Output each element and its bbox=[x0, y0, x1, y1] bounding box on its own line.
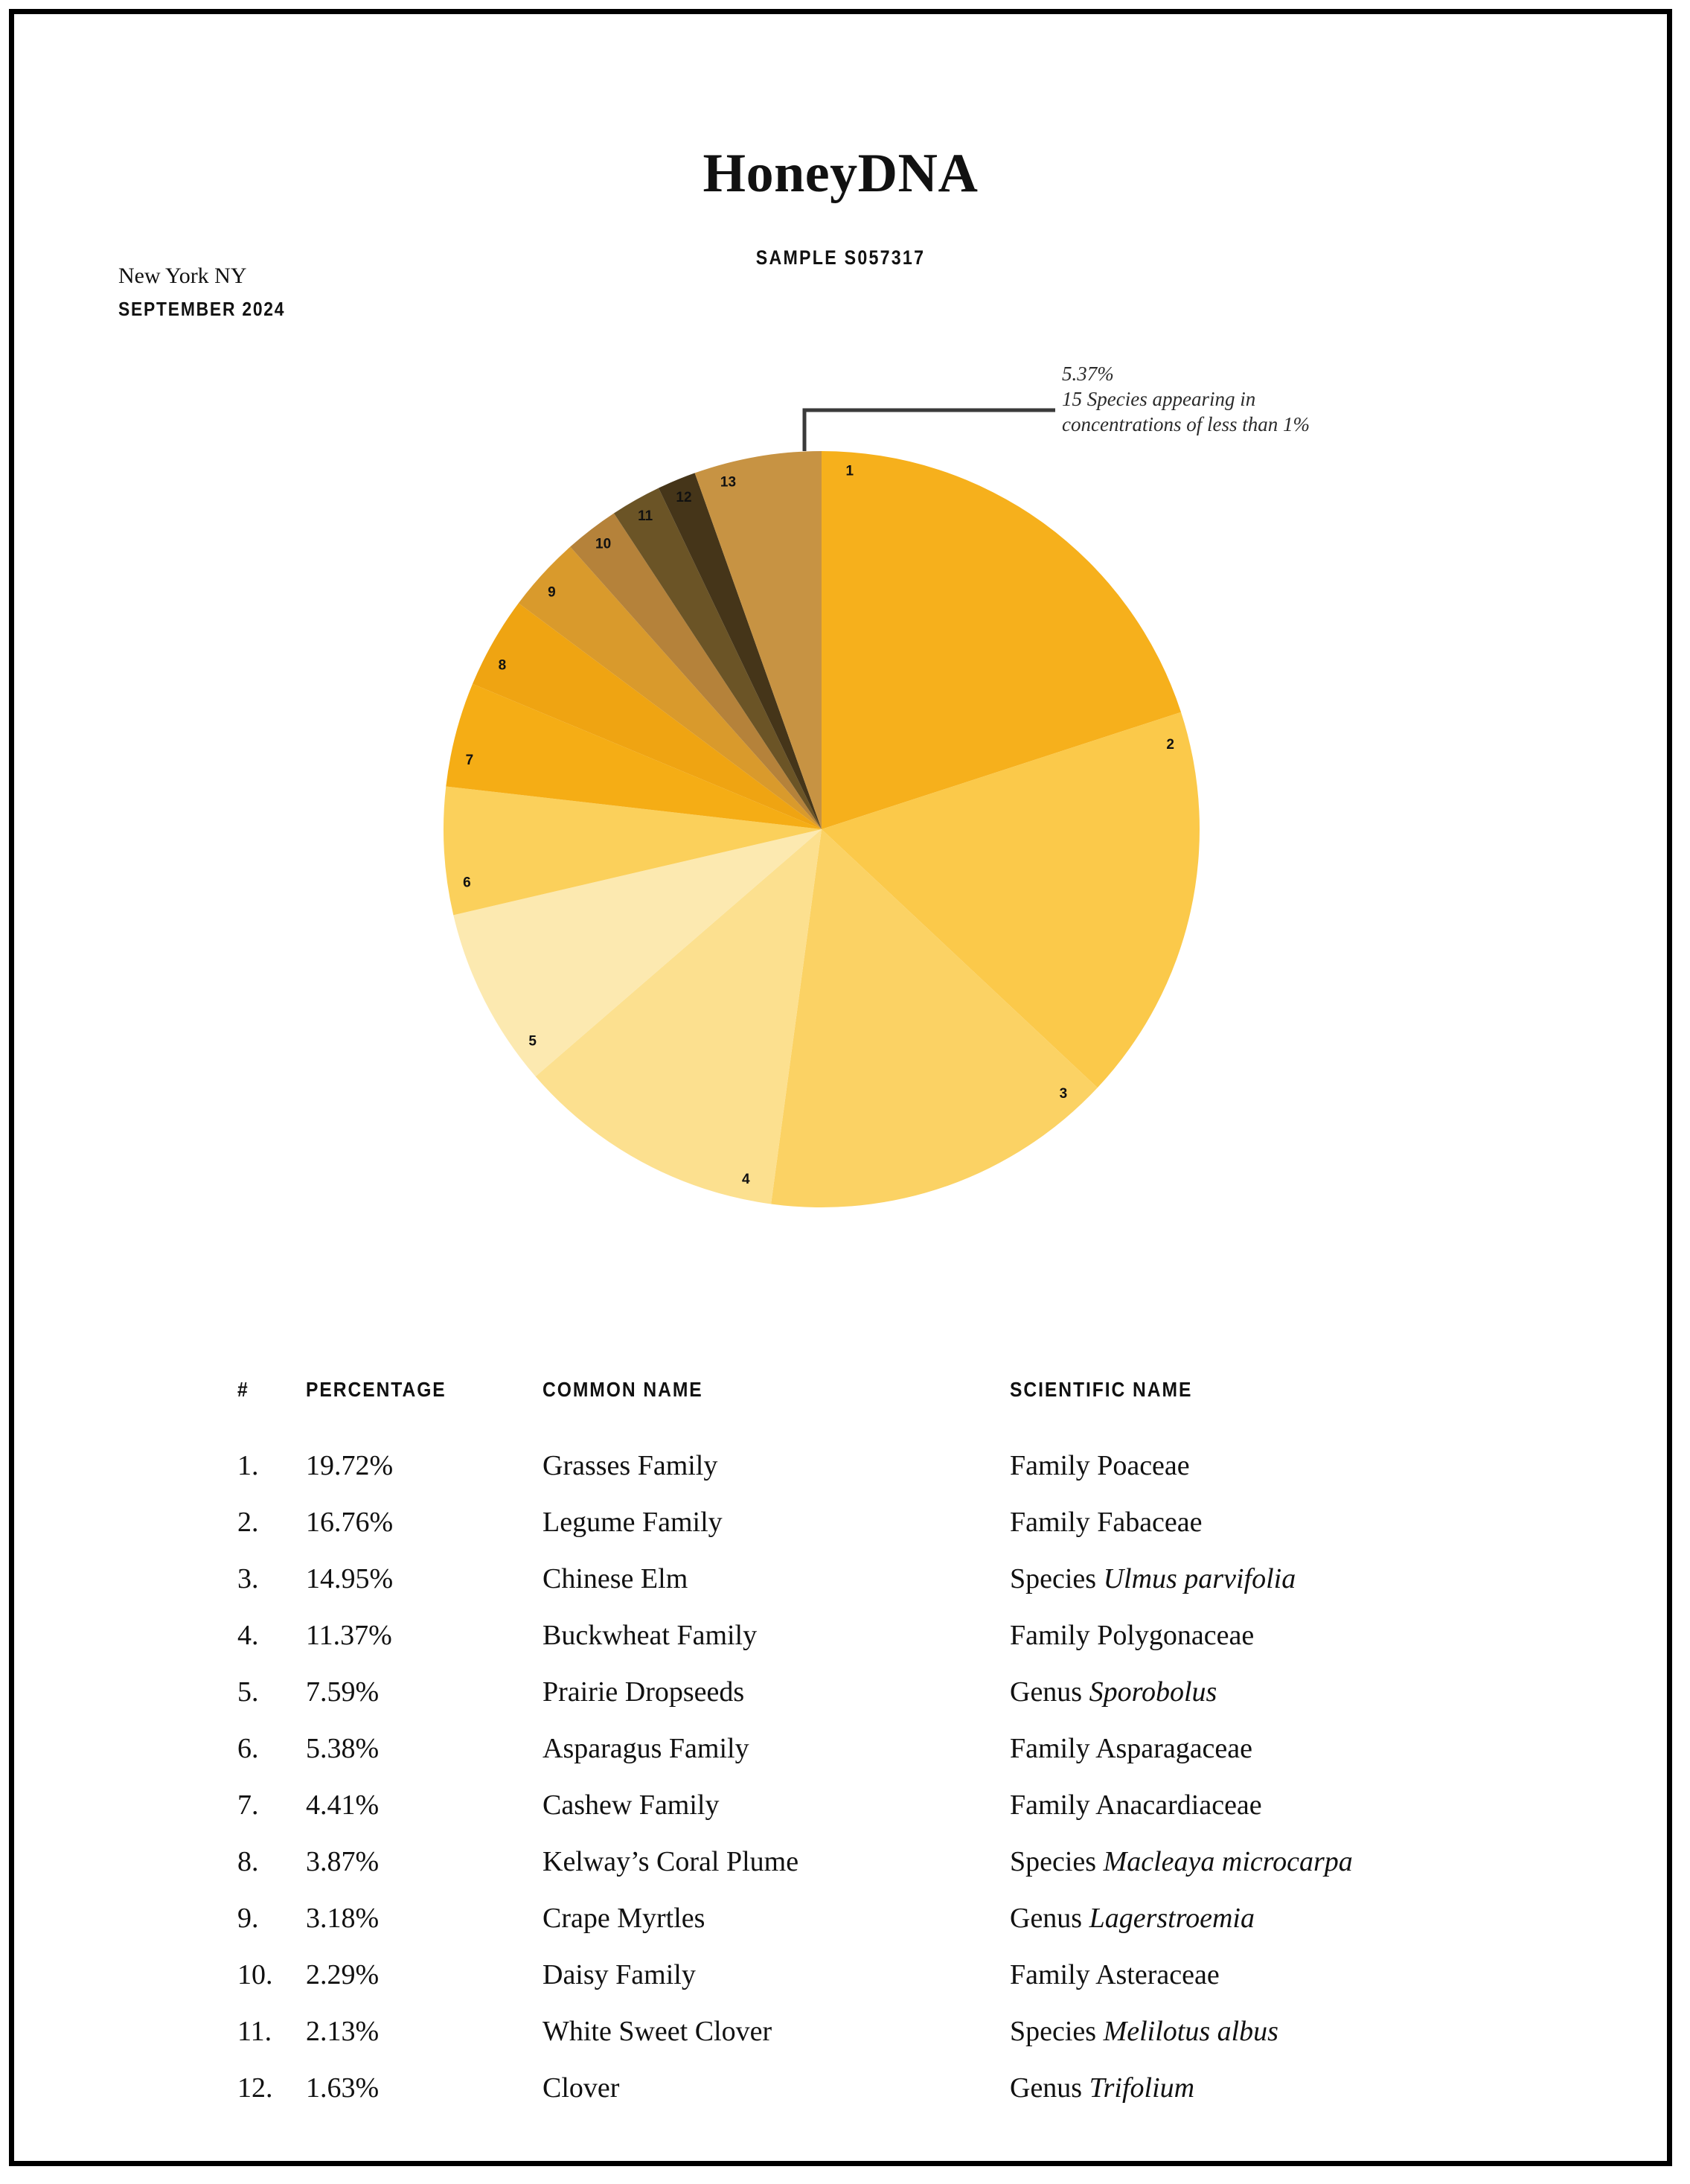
rank-prefix: Species bbox=[1010, 1563, 1104, 1594]
row-number: 12. bbox=[237, 2072, 273, 2104]
row-number: 3. bbox=[237, 1563, 259, 1594]
row-percentage: 7.59% bbox=[306, 1676, 380, 1708]
table-row bbox=[237, 1676, 1547, 1732]
rank-prefix: Genus bbox=[1010, 1903, 1089, 1934]
rank-prefix: Species bbox=[1010, 2016, 1104, 2047]
pie-slice-number: 13 bbox=[720, 474, 737, 491]
pie-slice-number: 11 bbox=[638, 508, 653, 525]
table-row bbox=[237, 1958, 1547, 2015]
table-row bbox=[237, 1449, 1547, 1506]
latin-name: Ulmus parvifolia bbox=[1103, 1563, 1296, 1594]
latin-name: Trifolium bbox=[1089, 2072, 1195, 2104]
row-scientific-name bbox=[1010, 1789, 1547, 1821]
header-number: # bbox=[237, 1378, 249, 1401]
row-common-name: Grasses Family bbox=[542, 1450, 718, 1481]
annotation-line-3: concentrations of less than 1% bbox=[1062, 413, 1310, 435]
row-number: 5. bbox=[237, 1676, 259, 1708]
latin-name: Melilotus albus bbox=[1103, 2016, 1278, 2047]
page-title: HoneyDNA bbox=[702, 143, 979, 204]
table-row bbox=[237, 1789, 1547, 1845]
row-common-name: White Sweet Clover bbox=[542, 2016, 772, 2047]
row-percentage: 19.72% bbox=[306, 1450, 394, 1481]
location-city: New York NY bbox=[118, 264, 247, 288]
row-common-name: Buckwheat Family bbox=[542, 1620, 758, 1651]
rank-prefix: Family bbox=[1010, 1507, 1098, 1538]
row-scientific-name bbox=[1010, 2015, 1547, 2048]
row-scientific-name bbox=[1010, 1506, 1547, 1539]
annotation-percent: 5.37% bbox=[1062, 363, 1114, 385]
table-row bbox=[237, 2072, 1547, 2128]
header-scientific-name: SCIENTIFIC NAME bbox=[1010, 1378, 1193, 1401]
rank-prefix: Genus bbox=[1010, 1676, 1089, 1708]
row-percentage: 4.41% bbox=[306, 1789, 380, 1821]
row-number: 7. bbox=[237, 1789, 259, 1821]
latin-name: Polygonaceae bbox=[1097, 1620, 1255, 1651]
pie-slice-number: 2 bbox=[1166, 737, 1174, 753]
rank-prefix: Family bbox=[1010, 1450, 1098, 1481]
rank-prefix: Family bbox=[1010, 1789, 1096, 1821]
pie-chart bbox=[438, 446, 1205, 1213]
row-number: 10. bbox=[237, 1959, 273, 1990]
pie-slice-number: 10 bbox=[595, 536, 612, 552]
pie-slice-group bbox=[444, 451, 1200, 1207]
pie-slice-number: 6 bbox=[463, 875, 471, 891]
row-percentage: 14.95% bbox=[306, 1563, 394, 1594]
row-number: 1. bbox=[237, 1450, 259, 1481]
row-scientific-name bbox=[1010, 1732, 1547, 1765]
row-common-name: Clover bbox=[542, 2072, 620, 2104]
table-row bbox=[237, 2015, 1547, 2072]
rank-prefix: Family bbox=[1010, 1620, 1098, 1651]
row-percentage: 5.38% bbox=[306, 1733, 380, 1764]
latin-name: Asparagaceae bbox=[1095, 1733, 1253, 1764]
header-percentage: PERCENTAGE bbox=[306, 1378, 446, 1401]
row-common-name: Cashew Family bbox=[542, 1789, 720, 1821]
latin-name: Macleaya microcarpa bbox=[1103, 1846, 1353, 1877]
row-number: 6. bbox=[237, 1733, 259, 1764]
header-common-name: COMMON NAME bbox=[542, 1378, 703, 1401]
row-scientific-name bbox=[1010, 1619, 1547, 1652]
report-page bbox=[9, 9, 1672, 2166]
location-date: SEPTEMBER 2024 bbox=[118, 298, 286, 320]
table-header-row bbox=[237, 1378, 1547, 1449]
rank-prefix: Genus bbox=[1010, 2072, 1089, 2104]
row-percentage: 3.87% bbox=[306, 1846, 380, 1877]
row-common-name: Asparagus Family bbox=[542, 1733, 749, 1764]
annotation-line-2: 15 Species appearing in bbox=[1062, 388, 1256, 410]
row-percentage: 2.29% bbox=[306, 1959, 380, 1990]
pie-slice-number: 9 bbox=[548, 584, 556, 601]
sample-id-label: SAMPLE S057317 bbox=[755, 246, 926, 269]
latin-name: Poaceae bbox=[1097, 1450, 1190, 1481]
table-body bbox=[237, 1449, 1547, 2128]
pie-chart-svg bbox=[438, 446, 1205, 1213]
row-scientific-name bbox=[1010, 1449, 1547, 1482]
row-number: 11. bbox=[237, 2016, 272, 2047]
row-number: 4. bbox=[237, 1620, 259, 1651]
row-common-name: Crape Myrtles bbox=[542, 1903, 705, 1934]
row-scientific-name bbox=[1010, 2072, 1547, 2104]
table-row bbox=[237, 1902, 1547, 1958]
table-row bbox=[237, 1619, 1547, 1676]
pie-slice-number: 8 bbox=[498, 657, 507, 674]
rank-prefix: Family bbox=[1010, 1959, 1096, 1990]
species-table bbox=[237, 1378, 1547, 2128]
row-common-name: Prairie Dropseeds bbox=[542, 1676, 745, 1708]
row-percentage: 2.13% bbox=[306, 2016, 380, 2047]
row-scientific-name bbox=[1010, 1676, 1547, 1708]
row-percentage: 16.76% bbox=[306, 1507, 394, 1538]
pie-slice-number: 4 bbox=[742, 1172, 750, 1188]
location-block bbox=[118, 260, 505, 325]
row-scientific-name bbox=[1010, 1958, 1547, 1991]
table-row bbox=[237, 1845, 1547, 1902]
pie-slice-number: 5 bbox=[528, 1033, 537, 1050]
table-row bbox=[237, 1506, 1547, 1562]
row-scientific-name bbox=[1010, 1845, 1547, 1878]
pie-slice-number: 7 bbox=[465, 753, 474, 769]
small-species-annotation bbox=[1062, 361, 1538, 437]
latin-name: Lagerstroemia bbox=[1089, 1903, 1255, 1934]
row-scientific-name bbox=[1010, 1902, 1547, 1935]
row-common-name: Chinese Elm bbox=[542, 1563, 688, 1594]
latin-name: Anacardiaceae bbox=[1095, 1789, 1262, 1821]
pie-slice-number: 1 bbox=[845, 463, 854, 479]
rank-prefix: Family bbox=[1010, 1733, 1096, 1764]
row-common-name: Legume Family bbox=[542, 1507, 723, 1538]
latin-name: Fabaceae bbox=[1097, 1507, 1203, 1538]
row-number: 8. bbox=[237, 1846, 259, 1877]
row-common-name: Kelway’s Coral Plume bbox=[542, 1846, 799, 1877]
row-percentage: 1.63% bbox=[306, 2072, 380, 2104]
table-row bbox=[237, 1562, 1547, 1619]
row-common-name: Daisy Family bbox=[542, 1959, 696, 1990]
row-scientific-name bbox=[1010, 1562, 1547, 1595]
row-percentage: 11.37% bbox=[306, 1620, 392, 1651]
pie-slice-number: 12 bbox=[676, 489, 692, 505]
row-number: 2. bbox=[237, 1507, 259, 1538]
row-percentage: 3.18% bbox=[306, 1903, 380, 1934]
latin-name: Sporobolus bbox=[1089, 1676, 1217, 1708]
latin-name: Asteraceae bbox=[1095, 1959, 1220, 1990]
rank-prefix: Species bbox=[1010, 1846, 1104, 1877]
row-number: 9. bbox=[237, 1903, 259, 1934]
pie-slice-number: 3 bbox=[1059, 1086, 1068, 1102]
table-row bbox=[237, 1732, 1547, 1789]
